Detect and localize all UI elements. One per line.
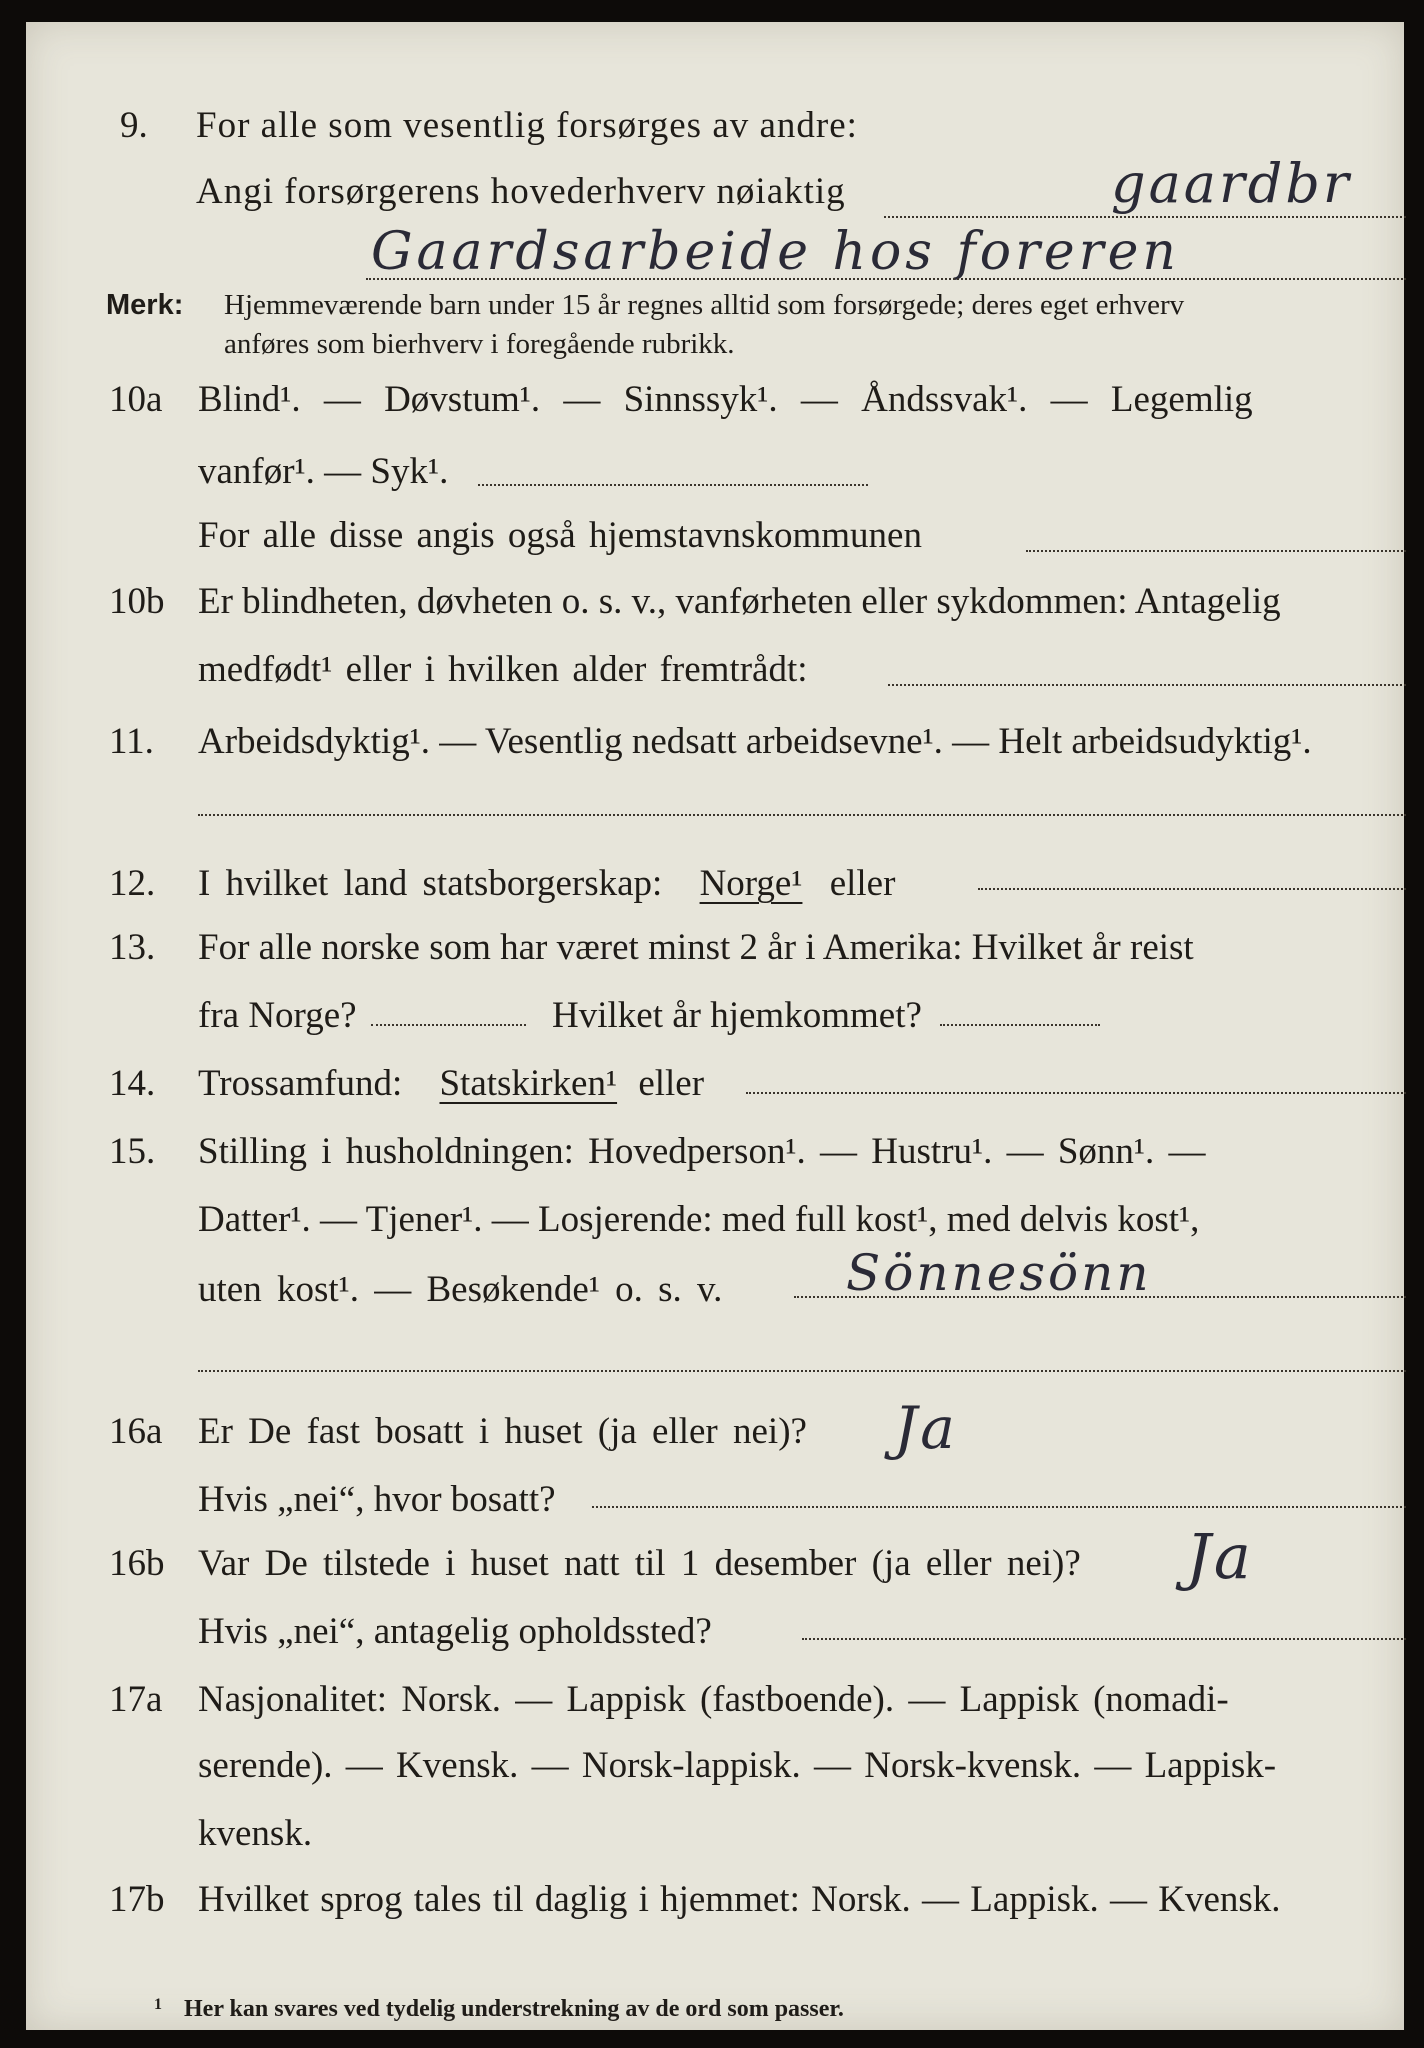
q12-number: 12. [109, 863, 156, 904]
q10b-text-line1: Er blindheten, døvheten o. s. v., vanførheten eller sykdommen: Antagelig [198, 581, 1281, 622]
q13-return-year-line[interactable] [940, 1024, 1100, 1026]
q16a-text-line1: Er De fast bosatt i huset (ja eller nei)? [198, 1411, 807, 1452]
q16a-residence-line[interactable] [592, 1506, 1406, 1508]
q9-answer-line2[interactable] [366, 278, 1406, 280]
q16b-number: 16b [109, 1543, 165, 1584]
q10b-text-line2: medfødt¹ eller i hvilken alder fremtrådt: [198, 649, 808, 690]
q13-text-line2a: fra Norge? [198, 995, 357, 1036]
census-form-page [26, 22, 1404, 2030]
q9-number: 9. [120, 105, 148, 146]
q17a-text-line2: serende). — Kvensk. — Norsk-lappisk. — Norsk-kvensk. — Lappisk- [198, 1745, 1277, 1786]
q17a-text-line1: Nasjonalitet: Norsk. — Lappisk (fastboende). — Lappisk (nomadi- [198, 1679, 1229, 1720]
q13-text-line2b: Hvilket år hjemkommet? [552, 995, 922, 1036]
q16b-handwritten-answer: Ja [1186, 1520, 1254, 1593]
q10b-answer-line[interactable] [888, 684, 1406, 686]
q13-number: 13. [109, 927, 156, 968]
q15-text-line2: Datter¹. — Tjener¹. — Losjerende: med full kost¹, med delvis kost¹, [198, 1199, 1200, 1240]
q9-text-line2: Angi forsørgerens hovederhverv nøiaktig [196, 171, 846, 212]
q16a-number: 16a [109, 1411, 163, 1452]
q10a-text-line2: vanfør¹. — Syk¹. [198, 451, 449, 492]
q17b-text-line1: Hvilket sprog tales til daglig i hjemmet: Norsk. — Lappisk. — Kvensk. [198, 1879, 1281, 1920]
q9-answer-line1[interactable] [884, 216, 1406, 218]
q14-state-church-underlined[interactable]: Statskirken¹ [439, 1063, 618, 1104]
q10b-number: 10b [109, 581, 165, 622]
q16b-text-line1: Var De tilstede i huset natt til 1 desember (ja eller nei)? [198, 1543, 1081, 1584]
q10a-sick-answer-line[interactable] [478, 484, 868, 486]
q10a-home-municipality-line[interactable] [1026, 550, 1406, 552]
q16a-text-line2: Hvis „nei“, hvor bosatt? [198, 1479, 556, 1520]
q9-handwritten-answer: Gaardsarbeide hos foreren [371, 222, 1180, 282]
q17a-text-line3: kvensk. [198, 1813, 313, 1854]
q12-text: I hvilket land statsborgerskap: [198, 863, 663, 904]
q15-handwritten-answer: Sönnesönn [846, 1244, 1152, 1302]
q17b-number: 17b [109, 1879, 165, 1920]
q15-text-line3: uten kost¹. — Besøkende¹ o. s. v. [198, 1269, 723, 1310]
footnote [154, 1996, 844, 2023]
q12-or: eller [829, 863, 896, 904]
merk-text-line2: anføres som bierhverv i foregående rubrikk. [224, 328, 735, 360]
q16b-text-line2: Hvis „nei“, antagelig opholdssted? [198, 1611, 712, 1652]
q14-or: eller [638, 1063, 705, 1104]
q11-number: 11. [109, 721, 154, 762]
q14-text: Trossamfund: [198, 1063, 403, 1104]
footnote-text: Her kan svares ved tydelig understrekning av de ord som passer. [184, 1996, 844, 2022]
q14-answer-line[interactable] [746, 1092, 1406, 1094]
q16b-location-line[interactable] [802, 1638, 1406, 1640]
q10a-text-line1: Blind¹. — Døvstum¹. — Sinnssyk¹. — Åndssvak¹. — Legemlig [198, 379, 1253, 420]
merk-label: Merk: [106, 289, 184, 321]
q12-norway-underlined[interactable]: Norge¹ [699, 863, 803, 904]
q10a-text-line3: For alle disse angis også hjemstavnskommunen [198, 515, 922, 556]
q9-text-line1: For alle som vesentlig forsørges av andre: [196, 105, 858, 146]
q17a-number: 17a [109, 1679, 163, 1720]
q15-text-line1: Stilling i husholdningen: Hovedperson¹. — Hustru¹. — Sønn¹. — [198, 1131, 1206, 1172]
q10a-number: 10a [109, 379, 163, 420]
q9-handwritten-top: gaardbr [1111, 152, 1352, 215]
q14-number: 14. [109, 1063, 156, 1104]
q13-departure-year-line[interactable] [371, 1024, 526, 1026]
q13-text-line1: For alle norske som har været minst 2 år i Amerika: Hvilket år reist [198, 927, 1194, 968]
q15-number: 15. [109, 1131, 156, 1172]
q12-answer-line[interactable] [978, 888, 1406, 890]
q11-text-line1: Arbeidsdyktig¹. — Vesentlig nedsatt arbeidsevne¹. — Helt arbeidsudyktig¹. [198, 721, 1312, 762]
q16a-handwritten-answer: Ja [894, 1394, 958, 1462]
merk-text-line1: Hjemmeværende barn under 15 år regnes alltid som forsørgede; deres eget erhverv [224, 289, 1185, 321]
footnote-mark: 1 [154, 1996, 162, 2013]
q15-answer-line[interactable] [794, 1296, 1406, 1298]
q11-answer-line[interactable] [198, 814, 1406, 816]
q15-answer-line2[interactable] [198, 1370, 1406, 1372]
